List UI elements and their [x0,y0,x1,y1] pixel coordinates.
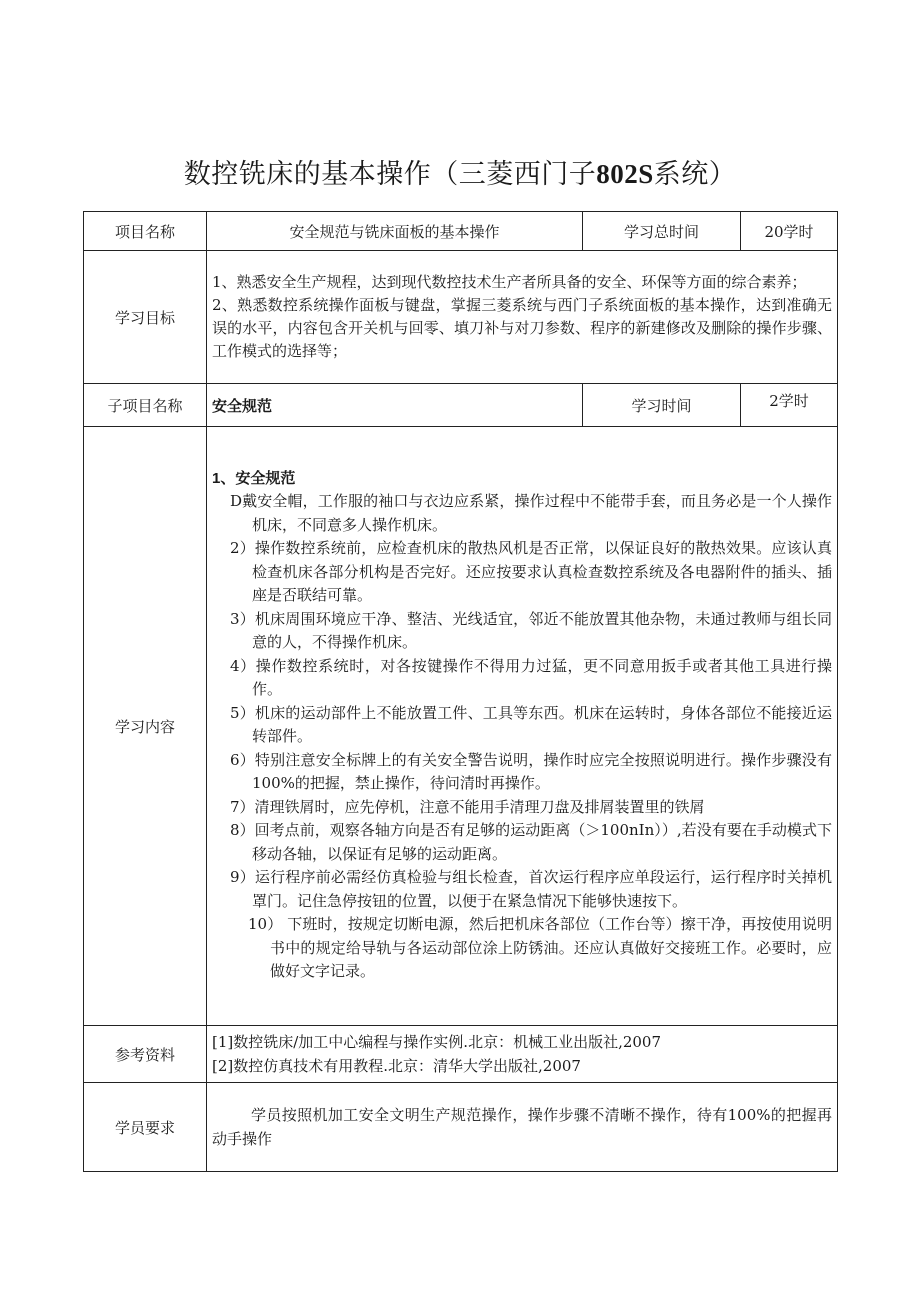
goals-row [84,251,838,384]
project-value: 安全规范与铣床面板的基本操作 [207,212,583,251]
references-cell [207,1026,838,1083]
total-hours-label: 学习总时间 [583,212,741,251]
subproject-label: 子项目名称 [84,384,207,427]
references-label: 参考资料 [84,1026,207,1083]
content-item: 8）回考点前，观察各轴方向是否有足够的运动距离（＞100nIn））,若没有要在手动模式下移动各轴，以保证有足够的运动距离。 [230,821,832,863]
content-item: 6）特别注意安全标牌上的有关安全警告说明，操作时应完全按照说明进行。操作步骤没有100%的把握，禁止操作，待问清时再操作。 [230,750,832,792]
content-cell [207,427,838,1026]
content-item: 7）清理铁屑时，应先停机，注意不能用手清理刀盘及排屑装置里的铁屑 [230,797,705,816]
content-heading: 1、安全规范 [212,469,296,487]
project-row [84,212,838,251]
course-table [83,211,838,1172]
study-hours-label: 学习时间 [583,384,741,427]
content-item: 4）操作数控系统时，对各按键操作不得用力过猛，更不同意用扳手或者其他工具进行操作。 [230,656,832,698]
project-label: 项目名称 [84,212,207,251]
content-row [84,427,838,1026]
requirements-cell [207,1083,838,1172]
goals-label: 学习目标 [84,251,207,384]
references-row [84,1026,838,1083]
content-item: 10） 下班时，按规定切断电源，然后把机床各部位（工作台等）擦干净，再按使用说明书中的规定给导轨与各运动部位涂上防锈油。还应认真做好交接班工作。必要时，应做好文字记录。 [248,915,832,980]
goals-cell [207,251,838,384]
study-hours-value: 2学时 [741,384,838,427]
total-hours-value: 20学时 [741,212,838,251]
title-suffix: 系统） [653,159,737,190]
content-item: D戴安全帽，工作服的袖口与衣边应系紧，操作过程中不能带手套，而且务必是一个人操作机床，不同意多人操作机床。 [230,492,832,534]
content-label: 学习内容 [84,427,207,1026]
subproject-value: 安全规范 [207,384,583,427]
goal-item: 1、熟悉安全生产规程，达到现代数控技术生产者所具备的安全、环保等方面的综合素养； [212,273,807,291]
requirements-label: 学员要求 [84,1083,207,1172]
subproject-row [84,384,838,427]
reference-item: [1]数控铣床/加工中心编程与操作实例.北京：机械工业出版社,2007 [212,1033,662,1051]
title-model: 802S [596,159,654,189]
content-item: 9）运行程序前必需经仿真检验与组长检查，首次运行程序应单段运行，运行程序时关掉机罩门。记住急停按钮的位置，以便于在紧急情况下能够快速按下。 [230,868,832,910]
title-prefix: 数控铣床的基本操作（三菱西门子 [183,159,597,190]
requirements-row [84,1083,838,1172]
requirements-text: 学员按照机加工安全文明生产规范操作，操作步骤不清晰不操作，待有100%的把握再动手操作 [212,1106,832,1148]
goal-item: 2、熟悉数控系统操作面板与键盘，掌握三菱系统与西门子系统面板的基本操作，达到准确无误的水平，内容包含开关机与回零、填刀补与对刀参数、程序的新建修改及删除的操作步骤、工作模式的选择等； [212,296,832,360]
reference-item: [2]数控仿真技术有用教程.北京：清华大学出版社,2007 [212,1057,581,1075]
content-item: 5）机床的运动部件上不能放置工件、工具等东西。机床在运转时，身体各部位不能接近运转部件。 [230,703,832,745]
content-item: 2）操作数控系统前，应检查机床的散热风机是否正常，以保证良好的散热效果。应该认真检查机床各部分机构是否完好。还应按要求认真检查数控系统及各电器附件的插头、插座是否联结可靠。 [230,539,832,604]
page-title [0,152,920,191]
content-item: 3）机床周围环境应干净、整洁、光线适宜，邻近不能放置其他杂物，未通过教师与组长同意的人，不得操作机床。 [230,609,832,651]
